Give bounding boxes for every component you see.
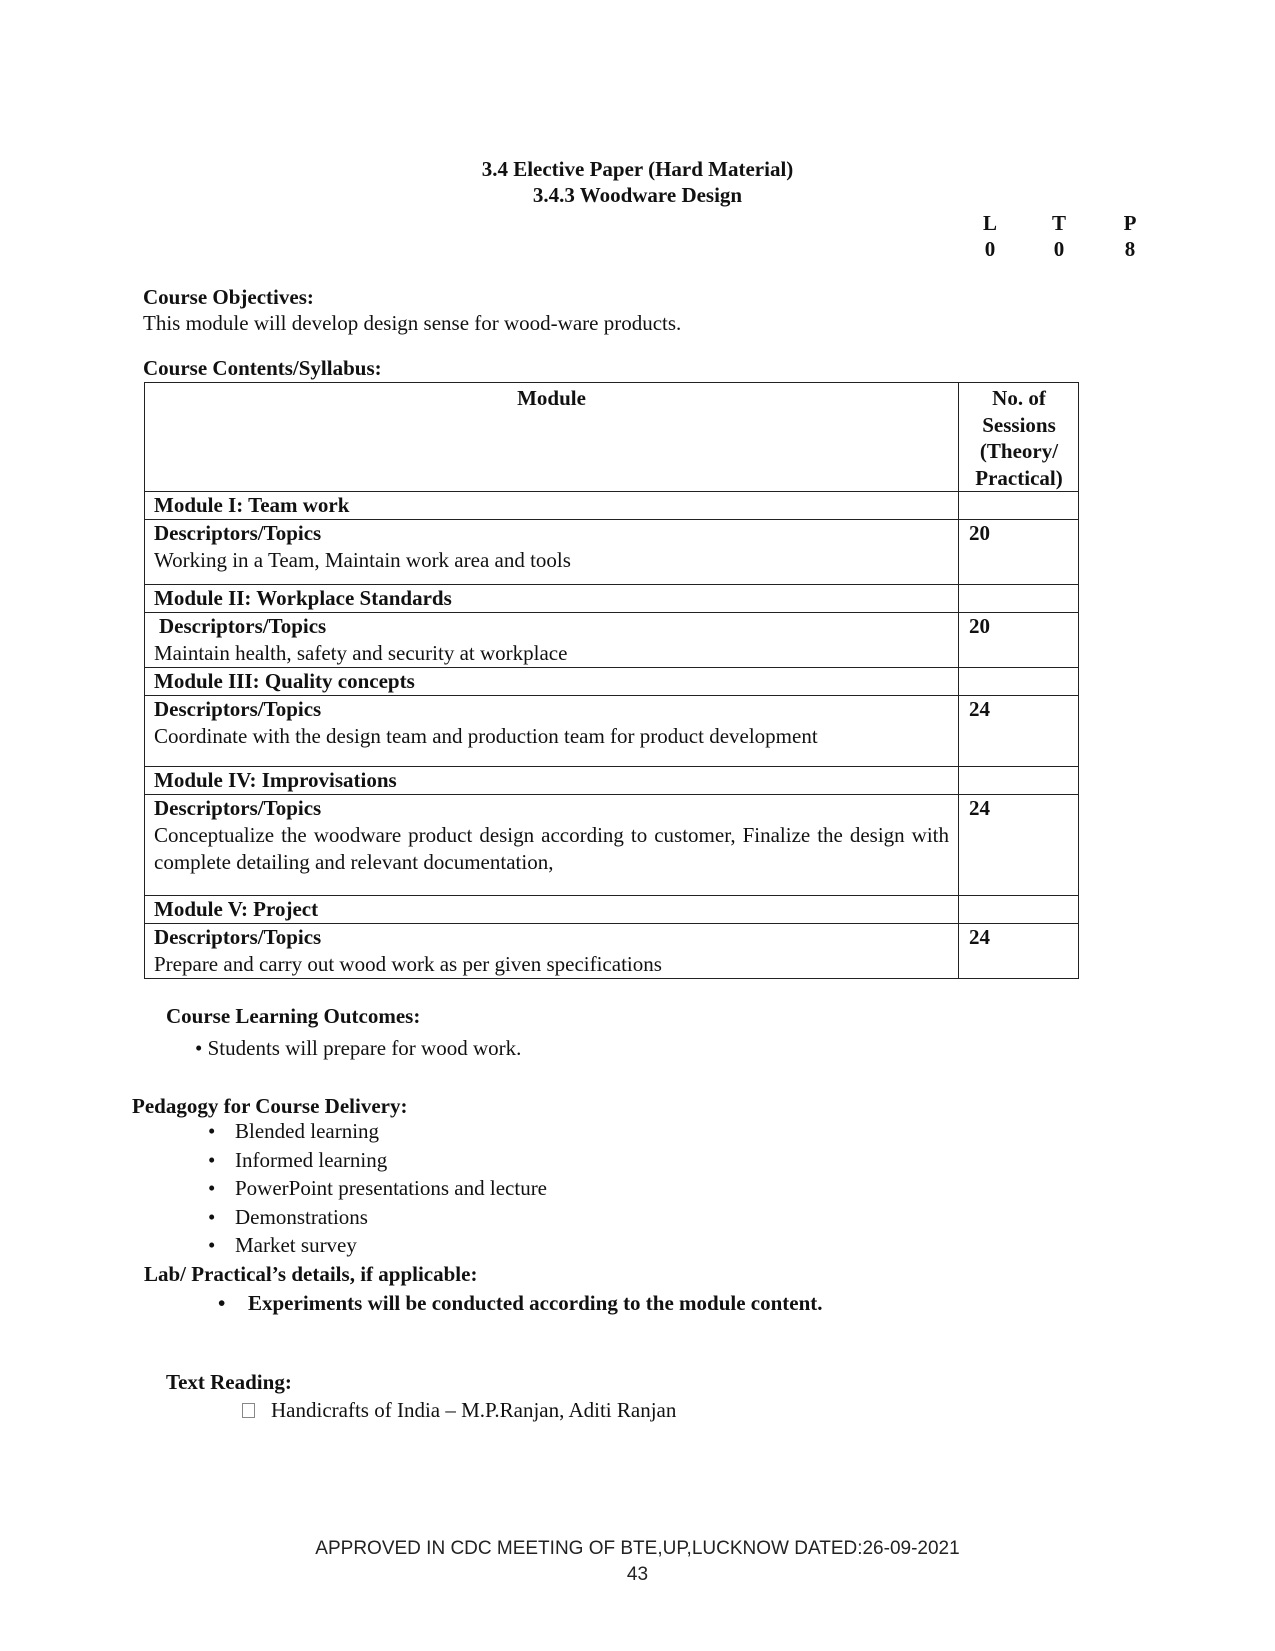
table-header-row — [145, 383, 1079, 492]
list-item — [203, 1146, 547, 1175]
ltp-header-l: L — [982, 211, 997, 235]
list-item — [203, 1117, 547, 1146]
descriptor-label: Descriptors/Topics — [154, 796, 322, 820]
list-item — [203, 1203, 547, 1232]
ltp-header-p: P — [1123, 211, 1137, 235]
module-topic-row — [145, 696, 1079, 767]
pedagogy-heading: Pedagogy for Course Delivery: — [132, 1094, 408, 1118]
bullet-icon: • — [208, 1233, 216, 1257]
title-block — [0, 156, 1275, 208]
module-title: Module I: Team work — [145, 492, 959, 520]
text-reading-text: Handicrafts of India – M.P.Ranjan, Aditi Ranjan — [271, 1398, 677, 1422]
session-count: 20 — [959, 520, 1079, 585]
empty-cell — [959, 896, 1079, 924]
module-descriptor-cell — [145, 613, 959, 668]
page-footer — [0, 1536, 1275, 1588]
ltp-value-l: 0 — [984, 237, 996, 261]
module-topic-row — [145, 613, 1079, 668]
syllabus-table — [144, 382, 1079, 979]
list-item-text: Informed learning — [235, 1147, 388, 1172]
bullet-icon: • — [208, 1119, 216, 1143]
session-count: 24 — [959, 924, 1079, 979]
bullet-icon: • — [208, 1176, 216, 1200]
module-topic-row — [145, 924, 1079, 979]
list-item — [213, 1289, 823, 1318]
session-count: 24 — [959, 696, 1079, 767]
list-item — [203, 1231, 547, 1260]
module-title: Module III: Quality concepts — [145, 668, 959, 696]
list-item-text: Market survey — [235, 1233, 357, 1257]
descriptor-text: Conceptualize the woodware product design according to customer, Finalize the design with complete detailing and relevant documentation, — [154, 823, 949, 874]
ltp-header-t: T — [1051, 211, 1066, 235]
paper-title: 3.4 Elective Paper (Hard Material) — [481, 157, 794, 181]
list-item-text: Experiments will be conducted according to the module content. — [248, 1291, 823, 1315]
sessions-header-line: (Theory/ — [979, 439, 1059, 463]
descriptor-text: Coordinate with the design team and production team for product development — [154, 724, 818, 748]
lab-heading: Lab/ Practical’s details, if applicable: — [144, 1262, 478, 1286]
descriptor-label: Descriptors/Topics — [159, 614, 327, 638]
objectives-text: This module will develop design sense for wood-ware products. — [143, 311, 682, 335]
list-item — [203, 1174, 547, 1203]
sessions-header-line: Sessions — [982, 412, 1056, 437]
module-topic-row — [145, 520, 1079, 585]
module-descriptor-cell — [145, 696, 959, 767]
list-item-text: Blended learning — [235, 1119, 380, 1143]
module-title: Module IV: Improvisations — [145, 767, 959, 795]
module-title-row — [145, 896, 1079, 924]
empty-cell — [959, 492, 1079, 520]
descriptor-label: Descriptors/Topics — [154, 521, 322, 545]
contents-heading: Course Contents/Syllabus: — [143, 356, 382, 380]
descriptor-text: Working in a Team, Maintain work area and tools — [154, 548, 571, 572]
module-title: Module V: Project — [145, 896, 959, 924]
ltp-value-t: 0 — [1053, 237, 1065, 261]
sessions-header-line: Practical) — [975, 465, 1063, 490]
course-title: 3.4.3 Woodware Design — [532, 183, 743, 207]
module-descriptor-cell — [145, 520, 959, 585]
approval-note: APPROVED IN CDC MEETING OF BTE,UP,LUCKNOW DATED:26-09-2021 — [315, 1538, 960, 1559]
session-count: 20 — [959, 613, 1079, 668]
objectives-heading: Course Objectives: — [143, 285, 314, 309]
descriptor-label: Descriptors/Topics — [154, 925, 322, 949]
module-topic-row — [145, 795, 1079, 896]
empty-cell — [959, 585, 1079, 613]
module-column-header: Module — [145, 383, 959, 492]
text-reading-heading: Text Reading: — [166, 1370, 292, 1394]
empty-cell — [959, 668, 1079, 696]
list-item-text: PowerPoint presentations and lecture — [235, 1176, 548, 1200]
bullet-icon: • — [218, 1291, 226, 1315]
text-reading-item — [242, 1398, 676, 1423]
checkbox-glyph-icon — [242, 1403, 255, 1418]
lab-list — [213, 1289, 823, 1318]
descriptor-label: Descriptors/Topics — [154, 697, 322, 721]
module-title-row — [145, 492, 1079, 520]
sessions-header-line: No. of — [992, 386, 1046, 410]
descriptor-text: Maintain health, safety and security at workplace — [154, 641, 568, 665]
module-descriptor-cell — [145, 924, 959, 979]
learning-outcomes-heading: Course Learning Outcomes: — [166, 1004, 421, 1028]
empty-cell — [959, 767, 1079, 795]
bullet-icon: • — [195, 1036, 203, 1060]
ltp-value-p: 8 — [1124, 237, 1136, 261]
learning-outcome-text: Students will prepare for wood work. — [207, 1036, 522, 1060]
page-number: 43 — [626, 1564, 649, 1585]
list-item-text: Demonstrations — [235, 1204, 368, 1229]
module-title: Module II: Workplace Standards — [145, 585, 959, 613]
bullet-icon: • — [208, 1147, 216, 1172]
learning-outcome-item — [195, 1036, 521, 1061]
sessions-column-header — [959, 383, 1079, 492]
module-descriptor-cell — [145, 795, 959, 896]
module-title-row — [145, 668, 1079, 696]
module-title-row — [145, 585, 1079, 613]
descriptor-text: Prepare and carry out wood work as per given specifications — [154, 952, 662, 976]
session-count: 24 — [959, 795, 1079, 896]
module-title-row — [145, 767, 1079, 795]
pedagogy-list — [203, 1117, 547, 1260]
bullet-icon: • — [208, 1204, 216, 1229]
